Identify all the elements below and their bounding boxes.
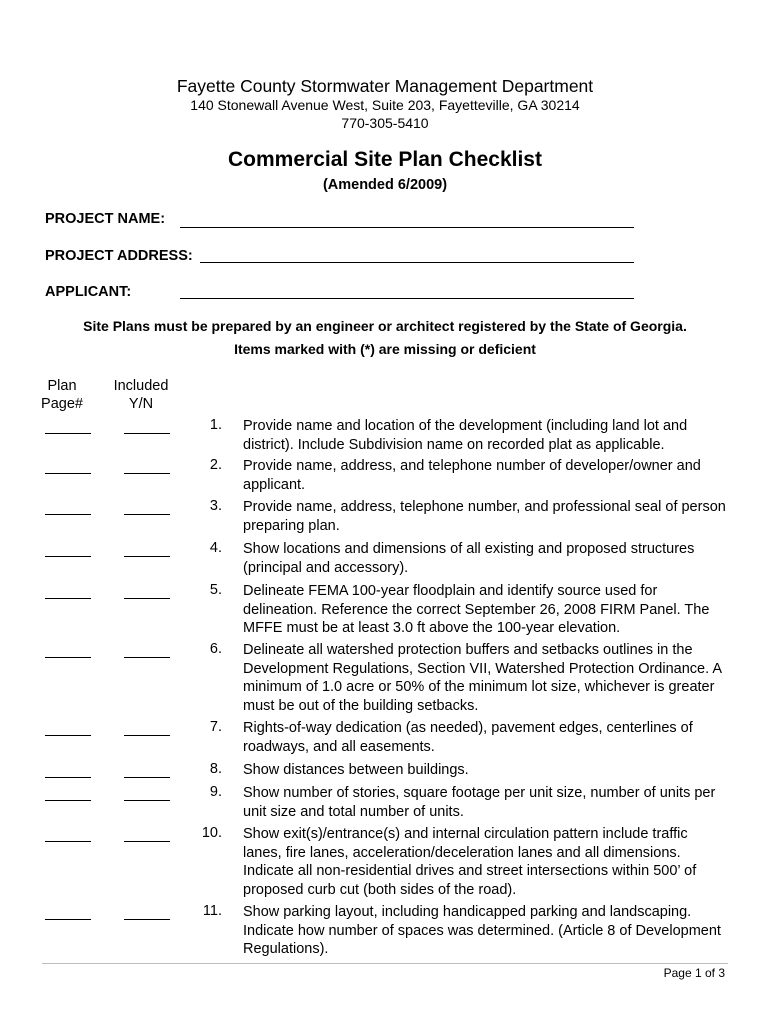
item-number: 7.	[209, 719, 222, 735]
included-blank[interactable]	[124, 800, 170, 801]
item-number: 4.	[209, 540, 222, 556]
item-number: 6.	[209, 641, 222, 657]
project-name-label: PROJECT NAME:	[45, 211, 166, 227]
item-text: Provide name and location of the development (including land lot and district). Include Subdivision name on recorded plat as applicable.	[243, 418, 688, 453]
plan-page-blank[interactable]	[45, 777, 91, 778]
department-address: 140 Stonewall Avenue West, Suite 203, Fayetteville, GA 30214	[190, 97, 580, 113]
item-text: Delineate FEMA 100-year floodplain and identify source used for delineation. Reference the correct September 26, 2008 FIRM Panel. The MFFE must be at least 3.0 ft above the 100-year elevation.	[243, 583, 710, 636]
plan-header-line2: Page#	[41, 396, 83, 412]
item-text: Show parking layout, including handicapped parking and landscaping. Indicate how number of spaces was determined. (Article 8 of Development Regulations).	[243, 904, 721, 957]
included-header-line1: Included	[113, 378, 169, 394]
project-address-field[interactable]	[200, 262, 634, 263]
item-text: Rights-of-way dedication (as needed), pavement edges, centerlines of roadways, and all easements.	[243, 720, 693, 755]
included-blank[interactable]	[124, 657, 170, 658]
item-text: Provide name, address, and telephone number of developer/owner and applicant.	[243, 458, 701, 493]
item-text: Delineate all watershed protection buffers and setbacks outlines in the Development Regulations, Section VII, Watershed Protection Ordinance. A minimum of 1.0 acre or 50% of the minimum lot size, whichever is greater must be out of the building setbacks.	[243, 642, 722, 714]
registration-notice: Site Plans must be prepared by an engineer or architect registered by the State of Georgia.	[83, 318, 687, 334]
included-blank[interactable]	[124, 777, 170, 778]
item-number: 1.	[209, 417, 222, 433]
plan-page-blank[interactable]	[45, 433, 91, 434]
plan-page-blank[interactable]	[45, 657, 91, 658]
item-number: 10.	[201, 825, 222, 841]
plan-page-blank[interactable]	[45, 841, 91, 842]
plan-page-blank[interactable]	[45, 473, 91, 474]
item-text: Show number of stories, square footage per unit size, number of units per unit size and total number of units.	[243, 785, 716, 820]
applicant-label: APPLICANT:	[45, 284, 132, 300]
plan-page-blank[interactable]	[45, 800, 91, 801]
item-number: 3.	[209, 498, 222, 514]
item-text: Show exit(s)/entrance(s) and internal circulation pattern include traffic lanes, fire lanes, acceleration/deceleration lanes and all dimensions. Indicate all non-residential drives and street intersections within 500’ of proposed curb cut (both sides of the road).	[243, 826, 697, 898]
item-number: 9.	[209, 784, 222, 800]
included-blank[interactable]	[124, 919, 170, 920]
department-phone: 770-305-5410	[341, 115, 429, 131]
page-title: Commercial Site Plan Checklist	[228, 148, 542, 171]
included-blank[interactable]	[124, 735, 170, 736]
department-name: Fayette County Stormwater Management Department	[176, 76, 594, 96]
plan-page-blank[interactable]	[45, 919, 91, 920]
plan-page-blank[interactable]	[45, 735, 91, 736]
plan-page-blank[interactable]	[45, 598, 91, 599]
applicant-field[interactable]	[180, 298, 634, 299]
included-blank[interactable]	[124, 473, 170, 474]
amended-date: (Amended 6/2009)	[322, 177, 448, 193]
plan-header-line1: Plan	[47, 378, 77, 394]
item-number: 2.	[209, 457, 222, 473]
included-blank[interactable]	[124, 433, 170, 434]
item-number: 8.	[209, 761, 222, 777]
plan-page-column-header	[40, 377, 84, 413]
item-number: 11.	[202, 903, 222, 919]
footer-divider	[42, 963, 728, 964]
plan-page-blank[interactable]	[45, 514, 91, 515]
item-text: Show distances between buildings.	[243, 762, 469, 778]
included-blank[interactable]	[124, 841, 170, 842]
item-text: Provide name, address, telephone number, and professional seal of person preparing plan.	[243, 499, 726, 534]
page-number: Page 1 of 3	[663, 966, 725, 980]
included-column-header	[108, 377, 174, 413]
item-text: Show locations and dimensions of all existing and proposed structures (principal and accessory).	[243, 541, 695, 576]
included-blank[interactable]	[124, 556, 170, 557]
plan-page-blank[interactable]	[45, 556, 91, 557]
included-header-line2: Y/N	[128, 396, 154, 412]
deficiency-notice: Items marked with (*) are missing or deficient	[234, 341, 536, 357]
item-number: 5.	[209, 582, 222, 598]
project-address-label: PROJECT ADDRESS:	[45, 248, 193, 264]
project-name-field[interactable]	[180, 227, 634, 228]
included-blank[interactable]	[124, 598, 170, 599]
included-blank[interactable]	[124, 514, 170, 515]
